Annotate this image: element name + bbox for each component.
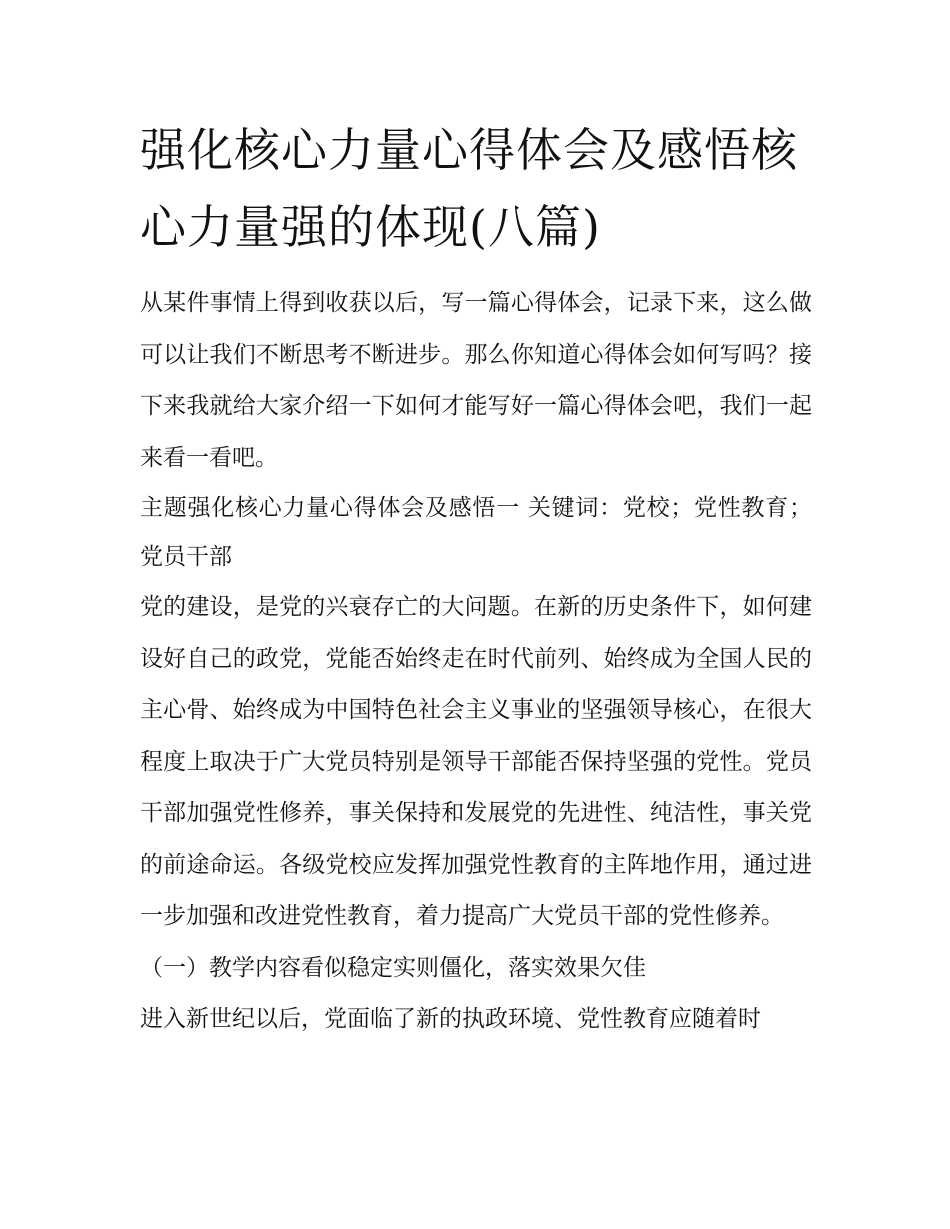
topic-keywords-line: 主题强化核心力量心得体会及感悟一 关键词：党校；党性教育；党员干部 (140, 495, 812, 570)
closing-paragraph: 进入新世纪以后，党面临了新的执政环境、党性教育应随着时 (140, 1005, 761, 1032)
body-paragraph: 党的建设，是党的兴衰存亡的大问题。在新的历史条件下，如何建设好自己的政党，党能否始终走在时代前列、始终成为全国人民的主心骨、始终成为中国特色社会主义事业的坚强领导核心，在很大程度上取决于广大党员特别是领导干部能否保持坚强的党性。党员干部加强党性修养，事关保持和发展党的先进性、纯洁性，事关党的前途命运。各级党校应发挥加强党性教育的主阵地作用，通过进一步加强和改进党性教育，着力提高广大党员干部的党性修养。 (140, 594, 812, 929)
document-page (140, 112, 812, 1045)
document-title: 强化核心力量心得体会及感悟核心力量强的体现(八篇) (140, 123, 798, 254)
intro-paragraph: 从某件事情上得到收获以后，写一篇心得体会，记录下来，这么做可以让我们不断思考不断进步。那么你知道心得体会如何写吗？接下来我就给大家介绍一下如何才能写好一篇心得体会吧，我们一起来看一看吧。 (140, 290, 812, 471)
section-heading: （一）教学内容看似稳定实则僵化，落实效果欠佳 (140, 954, 646, 981)
